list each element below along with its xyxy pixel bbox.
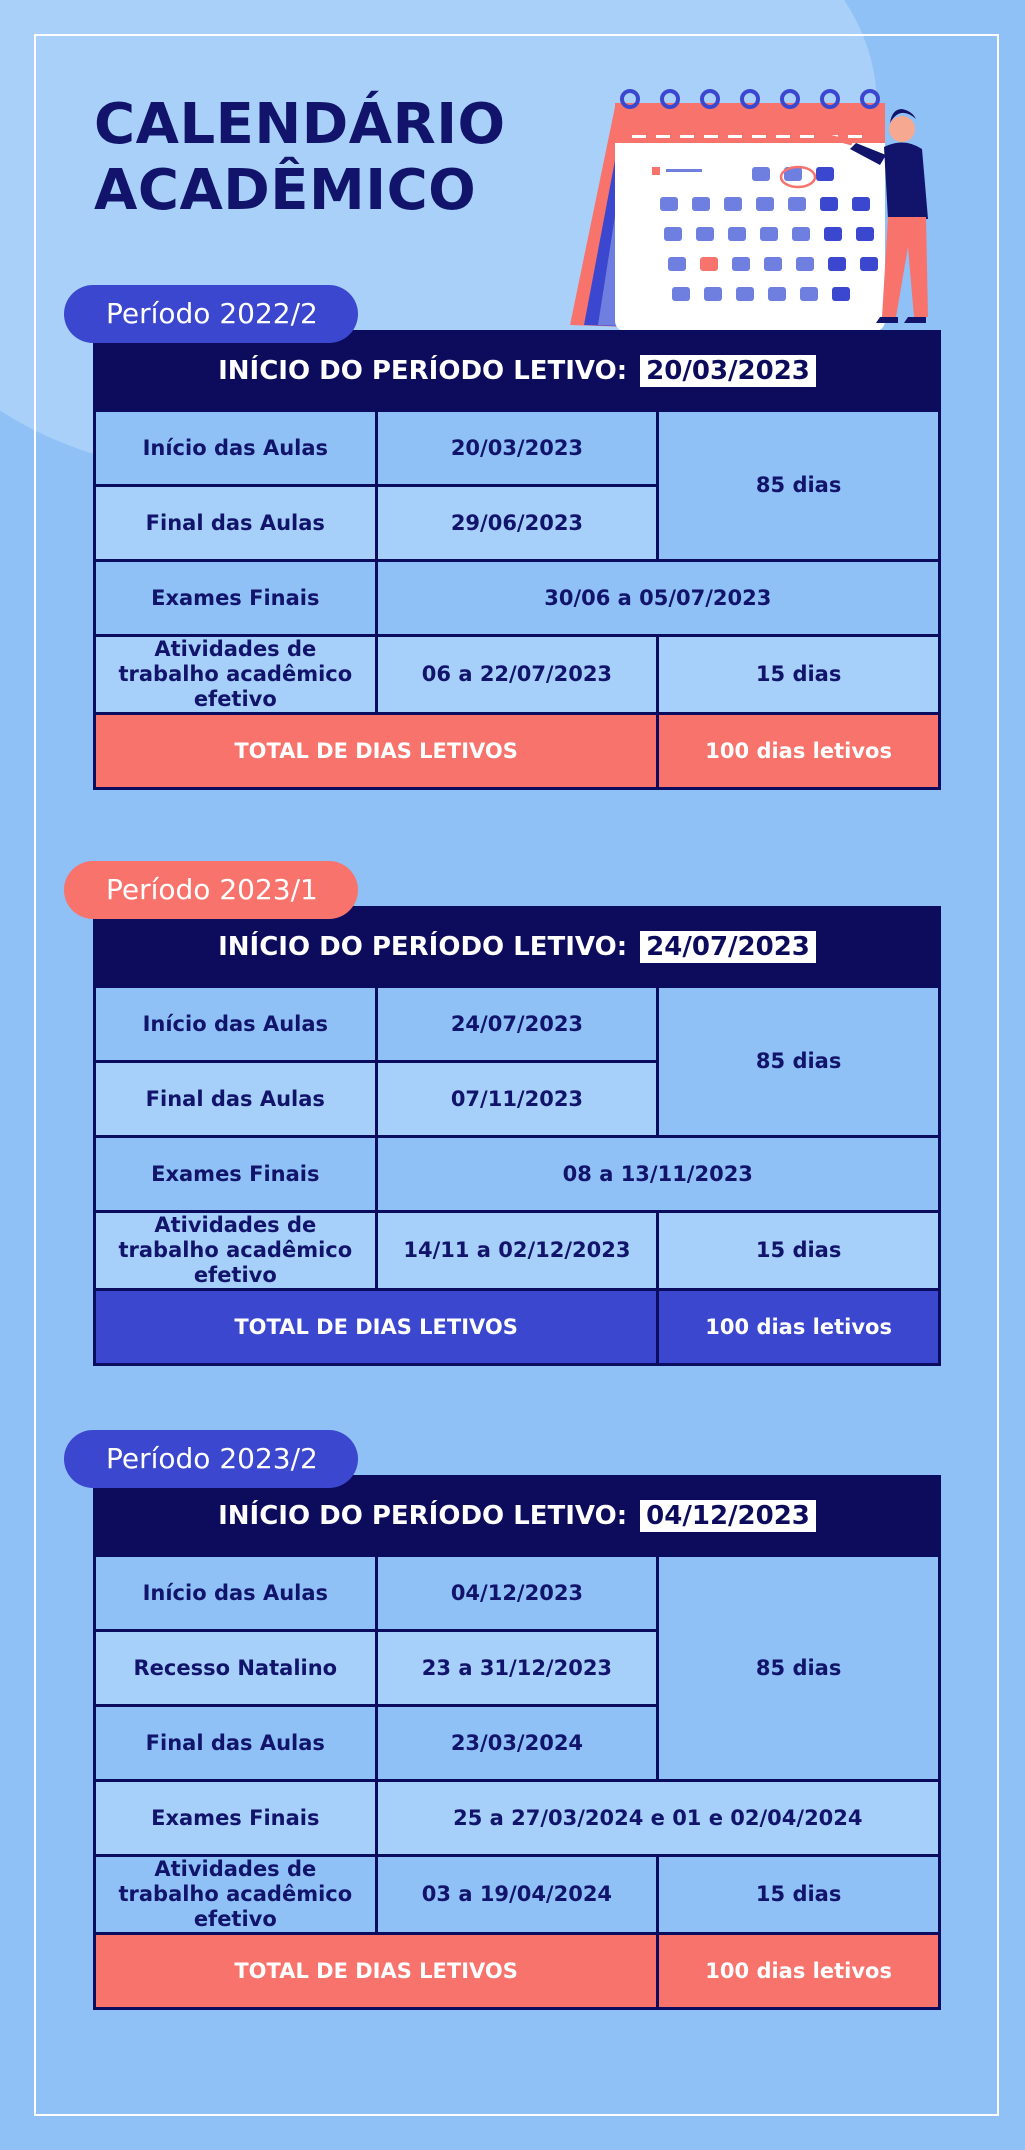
period-table-2023-1 — [93, 906, 941, 1366]
page-title — [94, 92, 506, 224]
period-start-label: INÍCIO DO PERÍODO LETIVO: — [218, 932, 628, 962]
period-label-2023-1: Período 2023/1 — [64, 861, 358, 919]
exames-finais-label: Exames Finais — [95, 1781, 377, 1856]
period-start-date: 04/12/2023 — [640, 1500, 816, 1532]
period-label-2023-2: Período 2023/2 — [64, 1430, 358, 1488]
days-count: 85 dias — [658, 987, 940, 1137]
period-label-2022-2: Período 2022/2 — [64, 285, 358, 343]
atividades-label: Atividades de trabalho acadêmico efetivo — [95, 1856, 377, 1934]
period-start-date: 20/03/2023 — [640, 355, 816, 387]
period-start-label: INÍCIO DO PERÍODO LETIVO: — [218, 1501, 628, 1531]
exames-finais-date: 30/06 a 05/07/2023 — [376, 561, 939, 636]
period-start-label: INÍCIO DO PERÍODO LETIVO: — [218, 356, 628, 386]
exames-finais-label: Exames Finais — [95, 561, 377, 636]
period-start-header — [95, 908, 940, 987]
total-label: TOTAL DE DIAS LETIVOS — [95, 1290, 658, 1365]
final-aulas-date: 23/03/2024 — [376, 1706, 658, 1781]
inicio-aulas-label: Início das Aulas — [95, 411, 377, 486]
atividades-date: 03 a 19/04/2024 — [376, 1856, 658, 1934]
atividades-label: Atividades de trabalho acadêmico efetivo — [95, 1212, 377, 1290]
page-title-line-2: ACADÊMICO — [94, 158, 477, 223]
page-title-line-1: CALENDÁRIO — [94, 92, 506, 157]
total-label: TOTAL DE DIAS LETIVOS — [95, 714, 658, 789]
period-start-header — [95, 1477, 940, 1556]
exames-finais-date: 08 a 13/11/2023 — [376, 1137, 939, 1212]
final-aulas-date: 29/06/2023 — [376, 486, 658, 561]
inicio-aulas-date: 04/12/2023 — [376, 1556, 658, 1631]
period-start-header — [95, 332, 940, 411]
atividades-days: 15 dias — [658, 636, 940, 714]
atividades-date: 06 a 22/07/2023 — [376, 636, 658, 714]
period-table-2022-2 — [93, 330, 941, 790]
final-aulas-date: 07/11/2023 — [376, 1062, 658, 1137]
inicio-aulas-date: 24/07/2023 — [376, 987, 658, 1062]
exames-finais-date: 25 a 27/03/2024 e 01 e 02/04/2024 — [376, 1781, 939, 1856]
calendar-with-person-icon — [570, 85, 955, 340]
total-value: 100 dias letivos — [658, 1934, 940, 2009]
atividades-days: 15 dias — [658, 1856, 940, 1934]
atividades-label: Atividades de trabalho acadêmico efetivo — [95, 636, 377, 714]
recesso-date: 23 a 31/12/2023 — [376, 1631, 658, 1706]
final-aulas-label: Final das Aulas — [95, 1706, 377, 1781]
exames-finais-label: Exames Finais — [95, 1137, 377, 1212]
recesso-label: Recesso Natalino — [95, 1631, 377, 1706]
final-aulas-label: Final das Aulas — [95, 1062, 377, 1137]
inicio-aulas-date: 20/03/2023 — [376, 411, 658, 486]
total-value: 100 dias letivos — [658, 714, 940, 789]
atividades-days: 15 dias — [658, 1212, 940, 1290]
atividades-date: 14/11 a 02/12/2023 — [376, 1212, 658, 1290]
inicio-aulas-label: Início das Aulas — [95, 987, 377, 1062]
inicio-aulas-label: Início das Aulas — [95, 1556, 377, 1631]
period-table-2023-2 — [93, 1475, 941, 2010]
days-count: 85 dias — [658, 1556, 940, 1781]
total-value: 100 dias letivos — [658, 1290, 940, 1365]
final-aulas-label: Final das Aulas — [95, 486, 377, 561]
total-label: TOTAL DE DIAS LETIVOS — [95, 1934, 658, 2009]
days-count: 85 dias — [658, 411, 940, 561]
period-start-date: 24/07/2023 — [640, 931, 816, 963]
